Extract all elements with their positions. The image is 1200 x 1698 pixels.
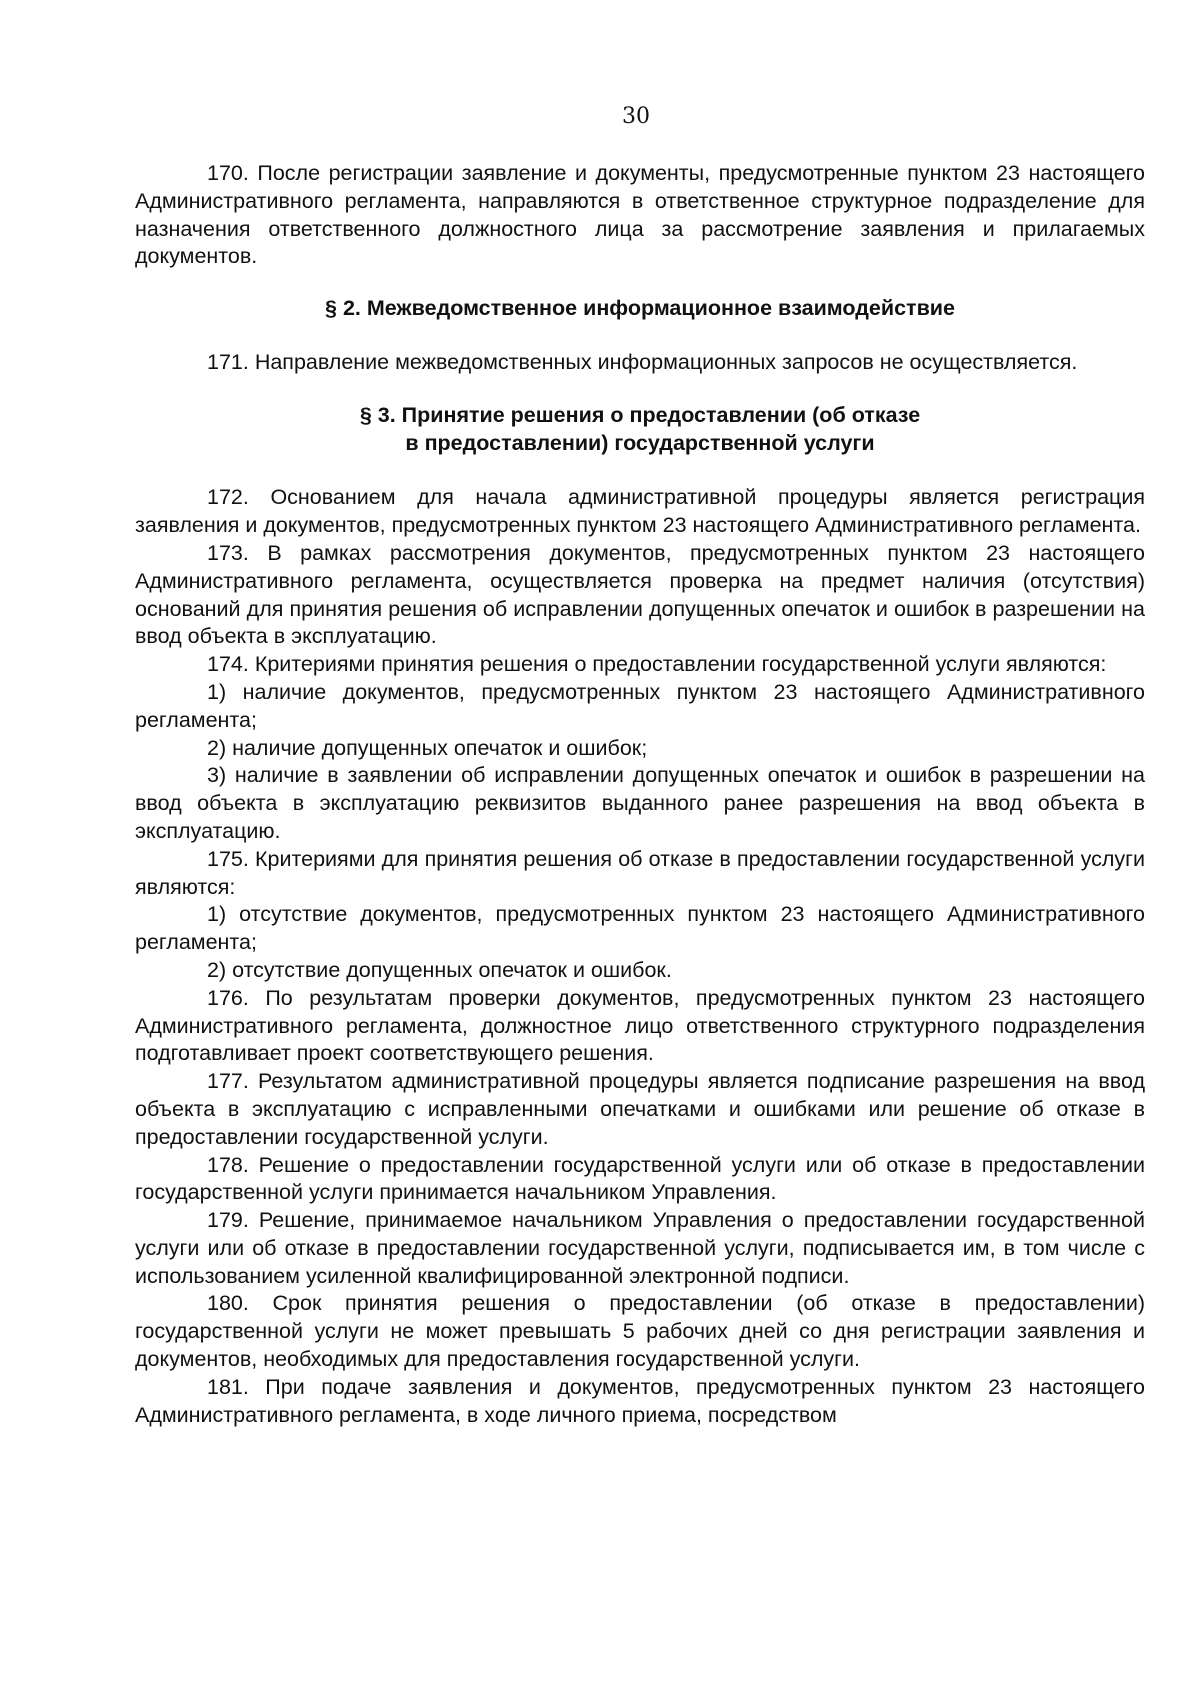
- section-heading-3-line-1: § 3. Принятие решения о предоставлении (об отказе: [359, 402, 921, 427]
- paragraph-177: 177. Результатом административной процедуры является подписание разрешения на ввод объекта в эксплуатацию с исправленными опечатками и ошибками или решение об отказе в предоставлении государственной услуги.: [135, 1069, 1145, 1149]
- paragraph-176: 176. По результатам проверки документов, предусмотренных пунктом 23 настоящего Административного регламента, должностное лицо ответственного структурного подразделения подготавливает проект соответствующего решения.: [135, 985, 1145, 1066]
- paragraph-174-item-3: 3) наличие в заявлении об исправлении допущенных опечаток и ошибок в разрешении на ввод объекта в эксплуатацию реквизитов выданного ранее разрешения на ввод объекта в эксплуатацию.: [135, 763, 1145, 843]
- paragraph-174-item-1: 1) наличие документов, предусмотренных пунктом 23 настоящего Административного регламента;: [135, 679, 1145, 732]
- paragraph-180: 180. Срок принятия решения о предоставлении (об отказе в предоставлении) государственной услуги не может превышать 5 рабочих дней со дня регистрации заявления и документов, необходимых для предоставления государственной услуги.: [135, 1291, 1145, 1372]
- paragraph-174-item-2: 2) наличие допущенных опечаток и ошибок;: [207, 735, 648, 760]
- paragraph-170: 170. После регистрации заявление и документы, предусмотренные пунктом 23 настоящего Административного регламента, направляются в ответственное структурное подразделение для назначения ответственного должностного лица за рассмотрение заявления и прилагаемых документов.: [135, 161, 1145, 269]
- paragraph-181: 181. При подаче заявления и документов, предусмотренных пунктом 23 настоящего Административного регламента, в ходе личного приема, посредством: [135, 1374, 1145, 1427]
- paragraph-179: 179. Решение, принимаемое начальником Управления о предоставлении государственной услуги или об отказе в предоставлении государственной услуги, подписывается им, в том числе с использованием усиленной квалифицированной электронной подписи.: [135, 1208, 1145, 1288]
- paragraph-175-item-1: 1) отсутствие документов, предусмотренных пунктом 23 настоящего Административного регламента;: [135, 902, 1145, 955]
- section-heading-3-line-2: в предоставлении) государственной услуги: [405, 430, 875, 455]
- page-number: 30: [622, 104, 650, 129]
- paragraph-172: 172. Основанием для начала административной процедуры является регистрация заявления и документов, предусмотренных пунктом 23 настоящего Административного регламента.: [135, 485, 1145, 538]
- paragraph-175-item-2: 2) отсутствие допущенных опечаток и ошибок.: [207, 957, 672, 982]
- section-heading-2: § 2. Межведомственное информационное взаимодействие: [325, 296, 955, 321]
- document-body: [135, 160, 1145, 1429]
- section-heading-3: [135, 402, 1145, 458]
- paragraph-175: 175. Критериями для принятия решения об отказе в предоставлении государственной услуги являются:: [135, 846, 1145, 899]
- paragraph-171: 171. Направление межведомственных информационных запросов не осуществляется.: [207, 349, 1078, 374]
- paragraph-178: 178. Решение о предоставлении государственной услуги или об отказе в предоставлении государственной услуги принимается начальником Управления.: [135, 1152, 1145, 1205]
- paragraph-174: 174. Критериями принятия решения о предоставлении государственной услуги являются:: [207, 652, 1107, 677]
- paragraph-173: 173. В рамках рассмотрения документов, предусмотренных пунктом 23 настоящего Административного регламента, осуществляется проверка на предмет наличия (отсутствия) оснований для принятия решения об исправлении допущенных опечаток и ошибок в разрешении на ввод объекта в эксплуатацию.: [135, 540, 1145, 649]
